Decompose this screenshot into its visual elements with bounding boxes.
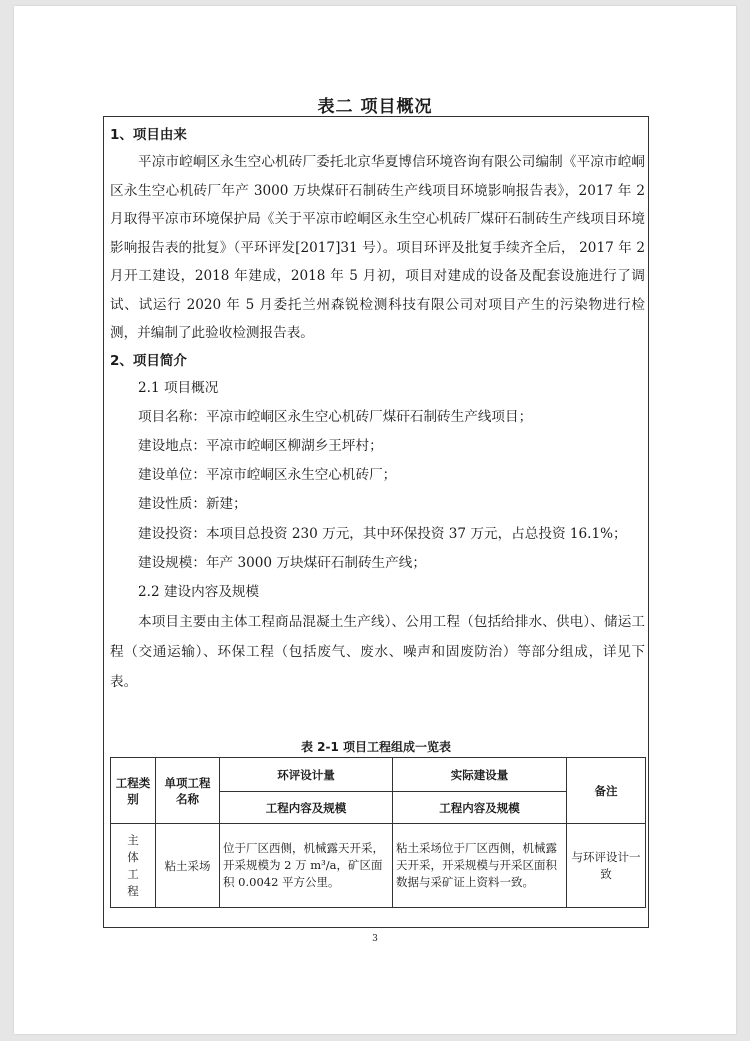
cell-actual: 粘土采场位于厂区西侧，机械露天开采，开采规模与开采区面积数据与采矿证上资料一致。 — [393, 824, 567, 908]
table-row — [111, 824, 646, 908]
header-content-actual: 工程内容及规模 — [393, 792, 567, 824]
content-body — [110, 122, 645, 697]
section-1-paragraph: 平凉市崆峒区永生空心机砖厂委托北京华夏博信环境咨询有限公司编制《平凉市崆峒区永生空心机砖厂年产 3000 万块煤矸石制砖生产线项目环境影响报告表》，2017 年 2 月取得平凉市环境保护局《关于平凉市崆峒区永生空心机砖厂煤矸石制砖生产线项目环境影响报告表的批复》（平环评发[2017]31 号）。项目环评及批复手续齐全后， 2017 年 2 月开工建设，2018 年建成，2018 年 5 月初，项目对建成的设备及配套设施进行了调试、试运行 2020 年 5 月委托兰州森锐检测科技有限公司对项目产生的污染物进行检测，并编制了此验收检测报告表。 — [110, 154, 645, 341]
project-name-line: 项目名称：平凉市崆峒区永生空心机砖厂煤矸石制砖生产线项目； — [138, 408, 533, 425]
cell-eia: 位于厂区西侧，机械露天开采，开采规模为 2 万 m³/a，矿区面积 0.0042 平方公里。 — [220, 824, 393, 908]
subsection-2-2-heading: 2.2 建设内容及规模 — [138, 583, 260, 600]
project-composition-table — [110, 757, 646, 908]
section-2-heading: 2、项目简介 — [110, 352, 187, 369]
header-eia: 环评设计量 — [220, 758, 393, 792]
cell-category: 主 体 工 程 — [111, 824, 156, 908]
header-unit: 单项工程名称 — [156, 758, 220, 824]
subsection-2-1-heading: 2.1 项目概况 — [138, 379, 219, 396]
table-caption: 表 2-1 项目工程组成一览表 — [300, 740, 452, 754]
document-title: 表二 项目概况 — [317, 97, 433, 117]
header-actual: 实际建设量 — [393, 758, 567, 792]
header-remark: 备注 — [567, 758, 646, 824]
page-number: 3 — [372, 934, 378, 944]
header-category: 工程类别 — [111, 758, 156, 824]
table-header-row — [111, 758, 646, 792]
section-1-heading: 1、项目由来 — [110, 127, 187, 143]
project-scale-line: 建设规模：年产 3000 万块煤矸石制砖生产线； — [138, 554, 426, 571]
header-content-eia: 工程内容及规模 — [220, 792, 393, 824]
section-2-2-paragraph: 本项目主要由主体工程商品混凝土生产线）、公用工程（包括给排水、供电）、储运工程（交通运输）、环保工程（包括废气、废水、噪声和固废防治）等部分组成，详见下表。 — [110, 614, 645, 691]
project-investment-line: 建设投资：本项目总投资 230 万元，其中环保投资 37 万元，占总投资 16.1%； — [138, 525, 627, 542]
cell-remark: 与环评设计一致 — [567, 824, 646, 908]
project-owner-line: 建设单位：平凉市崆峒区永生空心机砖厂； — [138, 467, 397, 484]
project-nature-line: 建设性质：新建； — [138, 496, 247, 513]
cell-unit: 粘土采场 — [156, 824, 220, 908]
project-location-line: 建设地点：平凉市崆峒区柳湖乡王坪村； — [138, 437, 383, 454]
